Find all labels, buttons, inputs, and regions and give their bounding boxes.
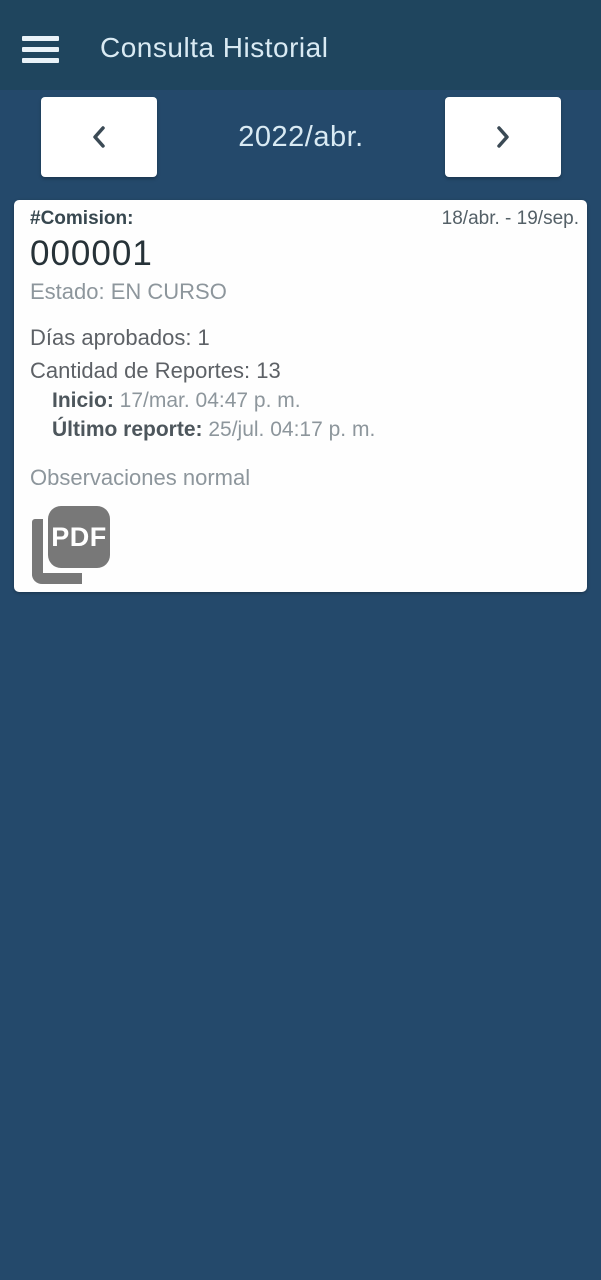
comision-label: #Comision:	[30, 208, 134, 229]
ultimo-reporte-line	[52, 418, 579, 442]
inicio-value: 17/mar. 04:47 p. m.	[113, 389, 301, 412]
ultimo-reporte-value: 25/jul. 04:17 p. m.	[202, 418, 376, 441]
observaciones-text: Observaciones normal	[30, 465, 251, 490]
date-range: 18/abr. - 19/sep.	[441, 208, 579, 229]
inicio-line	[52, 389, 579, 413]
page-title: Consulta Historial	[100, 32, 329, 63]
estado-text: Estado: EN CURSO	[30, 279, 227, 304]
chevron-right-icon	[492, 124, 514, 150]
inicio-label: Inicio:	[52, 389, 114, 412]
cantidad-reportes-text: Cantidad de Reportes: 13	[30, 358, 281, 383]
current-month-label: 2022/abr.	[238, 120, 364, 153]
month-navigation	[0, 90, 601, 177]
next-month-button[interactable]	[445, 97, 561, 177]
ultimo-reporte-label: Último reporte:	[52, 418, 203, 441]
chevron-left-icon	[88, 124, 110, 150]
previous-month-button[interactable]	[41, 97, 157, 177]
pdf-icon-label: PDF	[51, 521, 107, 552]
commission-card	[14, 200, 587, 592]
app-bar	[0, 0, 601, 90]
pdf-icon	[48, 506, 110, 568]
comision-number: 000001	[30, 234, 153, 273]
card-top-row	[30, 208, 579, 230]
hamburger-menu-icon[interactable]	[22, 36, 59, 63]
dias-aprobados-text: Días aprobados: 1	[30, 325, 210, 350]
pdf-download-button[interactable]	[32, 506, 112, 584]
